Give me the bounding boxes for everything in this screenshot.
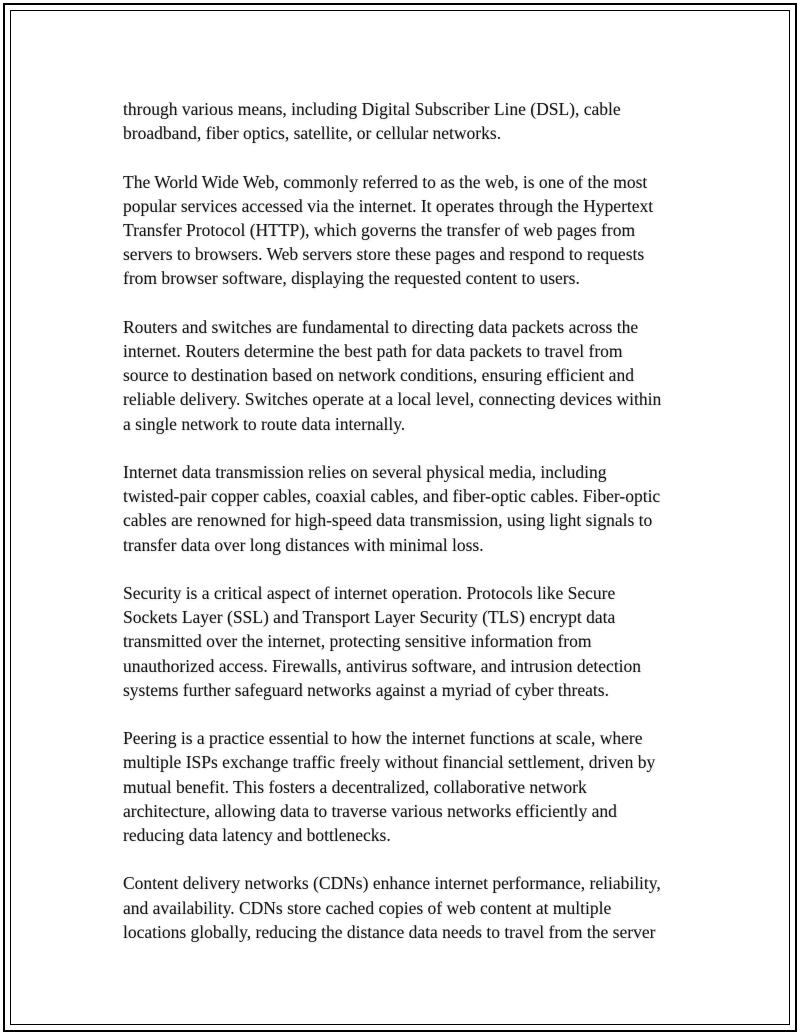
paragraph	[123, 97, 703, 145]
text-line: Routers and switches are fundamental to directing data packets across the	[123, 316, 639, 337]
text-line: multiple ISPs exchange traffic freely without financial settlement, driven by	[123, 752, 656, 773]
text-line: a single network to route data internally.	[123, 413, 406, 434]
text-line: internet. Routers determine the best path for data packets to travel from	[123, 341, 623, 361]
text-line: from browser software, displaying the requested content to users.	[123, 268, 580, 289]
text-line: Content delivery networks (CDNs) enhance internet performance, reliability,	[123, 873, 661, 894]
page-frame	[3, 3, 797, 1032]
text-line: source to destination based on network conditions, ensuring efficient and	[123, 365, 634, 386]
text-line: cables are renowned for high-speed data transmission, using light signals to	[123, 510, 653, 531]
paragraph	[123, 460, 703, 557]
paragraph	[123, 170, 703, 291]
text-line: servers to browsers. Web servers store these pages and respond to requests	[123, 244, 645, 265]
paragraph	[123, 581, 703, 702]
text-line: systems further safeguard networks against a myriad of cyber threats.	[123, 679, 609, 700]
text-line: reducing data latency and bottlenecks.	[123, 825, 391, 846]
text-line: reliable delivery. Switches operate at a local level, connecting devices within	[123, 389, 662, 410]
text-line: unauthorized access. Firewalls, antivirus software, and intrusion detection	[123, 655, 642, 676]
text-line: locations globally, reducing the distance data needs to travel from the server	[123, 921, 656, 942]
text-line: mutual benefit. This fosters a decentralized, collaborative network	[123, 776, 587, 797]
text-line: Sockets Layer (SSL) and Transport Layer Security (TLS) encrypt data	[123, 607, 616, 628]
text-line: Security is a critical aspect of internet operation. Protocols like Secure	[123, 583, 616, 603]
paragraph	[123, 871, 703, 944]
text-line: through various means, including Digital Subscriber Line (DSL), cable	[123, 99, 621, 119]
text-line: twisted-pair copper cables, coaxial cables, and fiber-optic cables. Fiber-optic	[123, 486, 661, 507]
text-line: The World Wide Web, commonly referred to as the web, is one of the most	[123, 171, 648, 192]
text-line: and availability. CDNs store cached copies of web content at multiple	[123, 897, 612, 918]
text-line: broadband, fiber optics, satellite, or cellular networks.	[123, 123, 502, 144]
paragraph	[123, 726, 703, 847]
paragraph	[123, 315, 703, 436]
text-line: architecture, allowing data to traverse various networks efficiently and	[123, 800, 617, 821]
document-body	[123, 97, 703, 968]
text-line: transmitted over the internet, protecting sensitive information from	[123, 631, 592, 652]
text-line: Internet data transmission relies on several physical media, including	[123, 462, 607, 482]
text-line: Transfer Protocol (HTTP), which governs the transfer of web pages from	[123, 220, 636, 240]
text-line: transfer data over long distances with minimal loss.	[123, 534, 484, 555]
text-line: popular services accessed via the internet. It operates through the Hypertext	[123, 195, 654, 216]
text-line: Peering is a practice essential to how the internet functions at scale, where	[123, 728, 643, 749]
